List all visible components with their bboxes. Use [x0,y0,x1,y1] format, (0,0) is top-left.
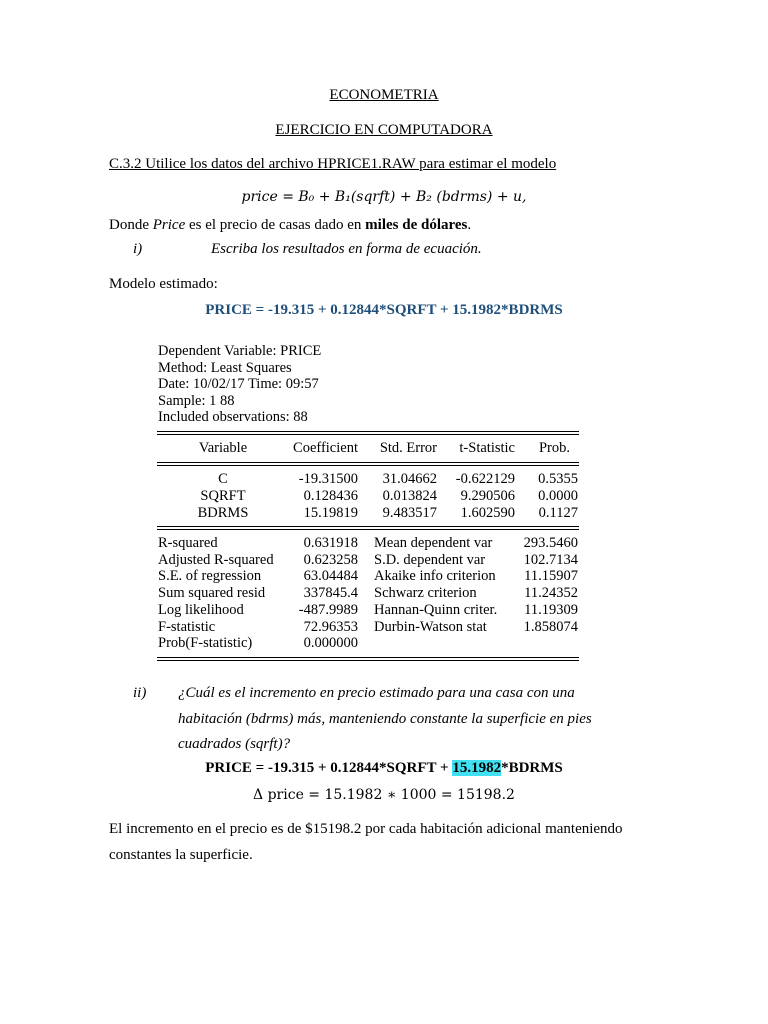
stat-value: 337845.4 [303,585,358,602]
stats-values-left [270,535,358,652]
meta-line: Included observations: 88 [158,409,308,426]
coef-t-stat: -0.622129 [455,471,515,487]
meta-line: Sample: 1 88 [158,392,235,409]
donde-pre: Donde [109,217,153,233]
coef-prob: 0.1127 [538,505,578,521]
question-2-line: habitación (bdrms) más, manteniendo constante la superficie en pies [178,711,592,727]
equation-part: PRICE = -19.315 + 0.12844*SQRFT + [205,760,453,776]
coef-prob: 0.5355 [538,471,578,487]
question-1-text: Escriba los resultados en forma de ecuación. [211,241,482,257]
stats-labels-left [158,535,274,652]
modelo-label: Modelo estimado: [109,276,218,292]
table-rule [157,462,579,463]
page-subtitle: EJERCICIO EN COMPUTADORA [275,122,493,138]
header-t-statistic: t-Statistic [459,440,515,456]
stat-label: R-squared [158,535,218,551]
stat-label: Akaike info criterion [374,568,496,585]
donde-var: Price [152,217,186,233]
donde-line [109,217,471,234]
coef-std-error: 0.013824 [382,488,437,504]
highlight-equation [0,760,768,777]
regression-meta [158,343,321,426]
stat-value: 102.7134 [523,551,578,568]
coef-value: 0.128436 [303,488,358,504]
stat-value: 11.15907 [524,568,578,585]
coef-value: 15.19819 [303,505,358,521]
stats-labels-right [374,535,497,635]
stat-label: Prob(F-statistic) [158,635,253,652]
coef-variable: SQRFT [200,488,246,504]
coef-std-error: 9.483517 [382,505,437,521]
stat-label: F-statistic [158,618,216,635]
coef-variable: BDRMS [197,505,249,521]
coef-t-stat: 9.290506 [460,488,515,504]
stat-value: 72.96353 [303,618,358,635]
coef-std-error: 31.04662 [382,471,437,487]
equation-part: *BDRMS [501,760,563,776]
table-rule [157,434,579,435]
header-coefficient: Coefficient [293,440,358,456]
stat-value: 11.24352 [524,585,578,602]
coef-variable: C [218,471,228,487]
stat-label: Adjusted R-squared [158,551,274,568]
stats-values-right [500,535,578,635]
question-2-line: ¿Cuál es el incremento en precio estimado para una casa con una [178,685,575,701]
header-prob: Prob. [538,440,570,456]
stat-label: S.D. dependent var [374,551,486,568]
header-std-error: Std. Error [379,440,437,456]
table-rule [157,529,579,530]
conclusion-line: El incremento en el precio es de $15198.2 por cada habitación adicional manteniendo [109,821,623,837]
question-2-line: cuadrados (sqrft)? [178,736,291,752]
stat-value: -487.9989 [298,601,358,618]
table-rule [157,526,579,527]
stat-label: Durbin-Watson stat [374,618,487,635]
stat-label: Hannan-Quinn criter. [374,601,498,618]
donde-bold: miles de dólares [365,217,468,233]
stat-label: Mean dependent var [374,535,493,551]
meta-line: Date: 10/02/17 Time: 09:57 [158,376,319,393]
stat-value: 0.000000 [303,635,358,652]
question-1-number: i) [133,241,143,257]
stat-value: 63.04484 [303,568,358,585]
table-rule [157,657,579,658]
delta-price-equation: Δ price = 15.1982 ∗ 1000 = 15198.2 [253,787,515,803]
conclusion-line: constantes la superficie. [109,847,253,863]
stat-label: Log likelihood [158,601,244,618]
meta-line: Dependent Variable: PRICE [158,343,322,359]
stat-value: 11.19309 [524,601,578,618]
stat-value: 0.623258 [303,551,358,568]
stat-value: 293.5460 [523,535,578,551]
table-rule [157,660,579,661]
table-rule [157,465,579,466]
stat-label: S.E. of regression [158,568,262,585]
stat-label: Schwarz criterion [374,585,477,602]
exercise-intro: C.3.2 Utilice los datos del archivo HPRICE1.RAW para estimar el modelo [109,156,557,172]
header-variable: Variable [198,440,248,456]
donde-mid: es el precio de casas dado en [185,217,366,233]
stat-value: 1.858074 [523,618,578,635]
model-formula: price = B₀ + B₁(sqrft) + B₂ (bdrms) + u, [241,189,527,205]
stat-value: 0.631918 [303,535,358,551]
coef-value: -19.31500 [298,471,358,487]
page-title: ECONOMETRIA [329,87,439,103]
meta-line: Method: Least Squares [158,359,292,376]
coef-t-stat: 1.602590 [460,505,515,521]
table-rule [157,431,579,432]
coef-prob: 0.0000 [538,488,578,504]
donde-end: . [467,217,472,233]
estimated-equation: PRICE = -19.315 + 0.12844*SQRFT + 15.1982*BDRMS [205,302,563,318]
highlighted-coefficient: 15.1982 [452,760,502,776]
stat-label: Sum squared resid [158,585,266,602]
question-2-number: ii) [133,685,147,701]
